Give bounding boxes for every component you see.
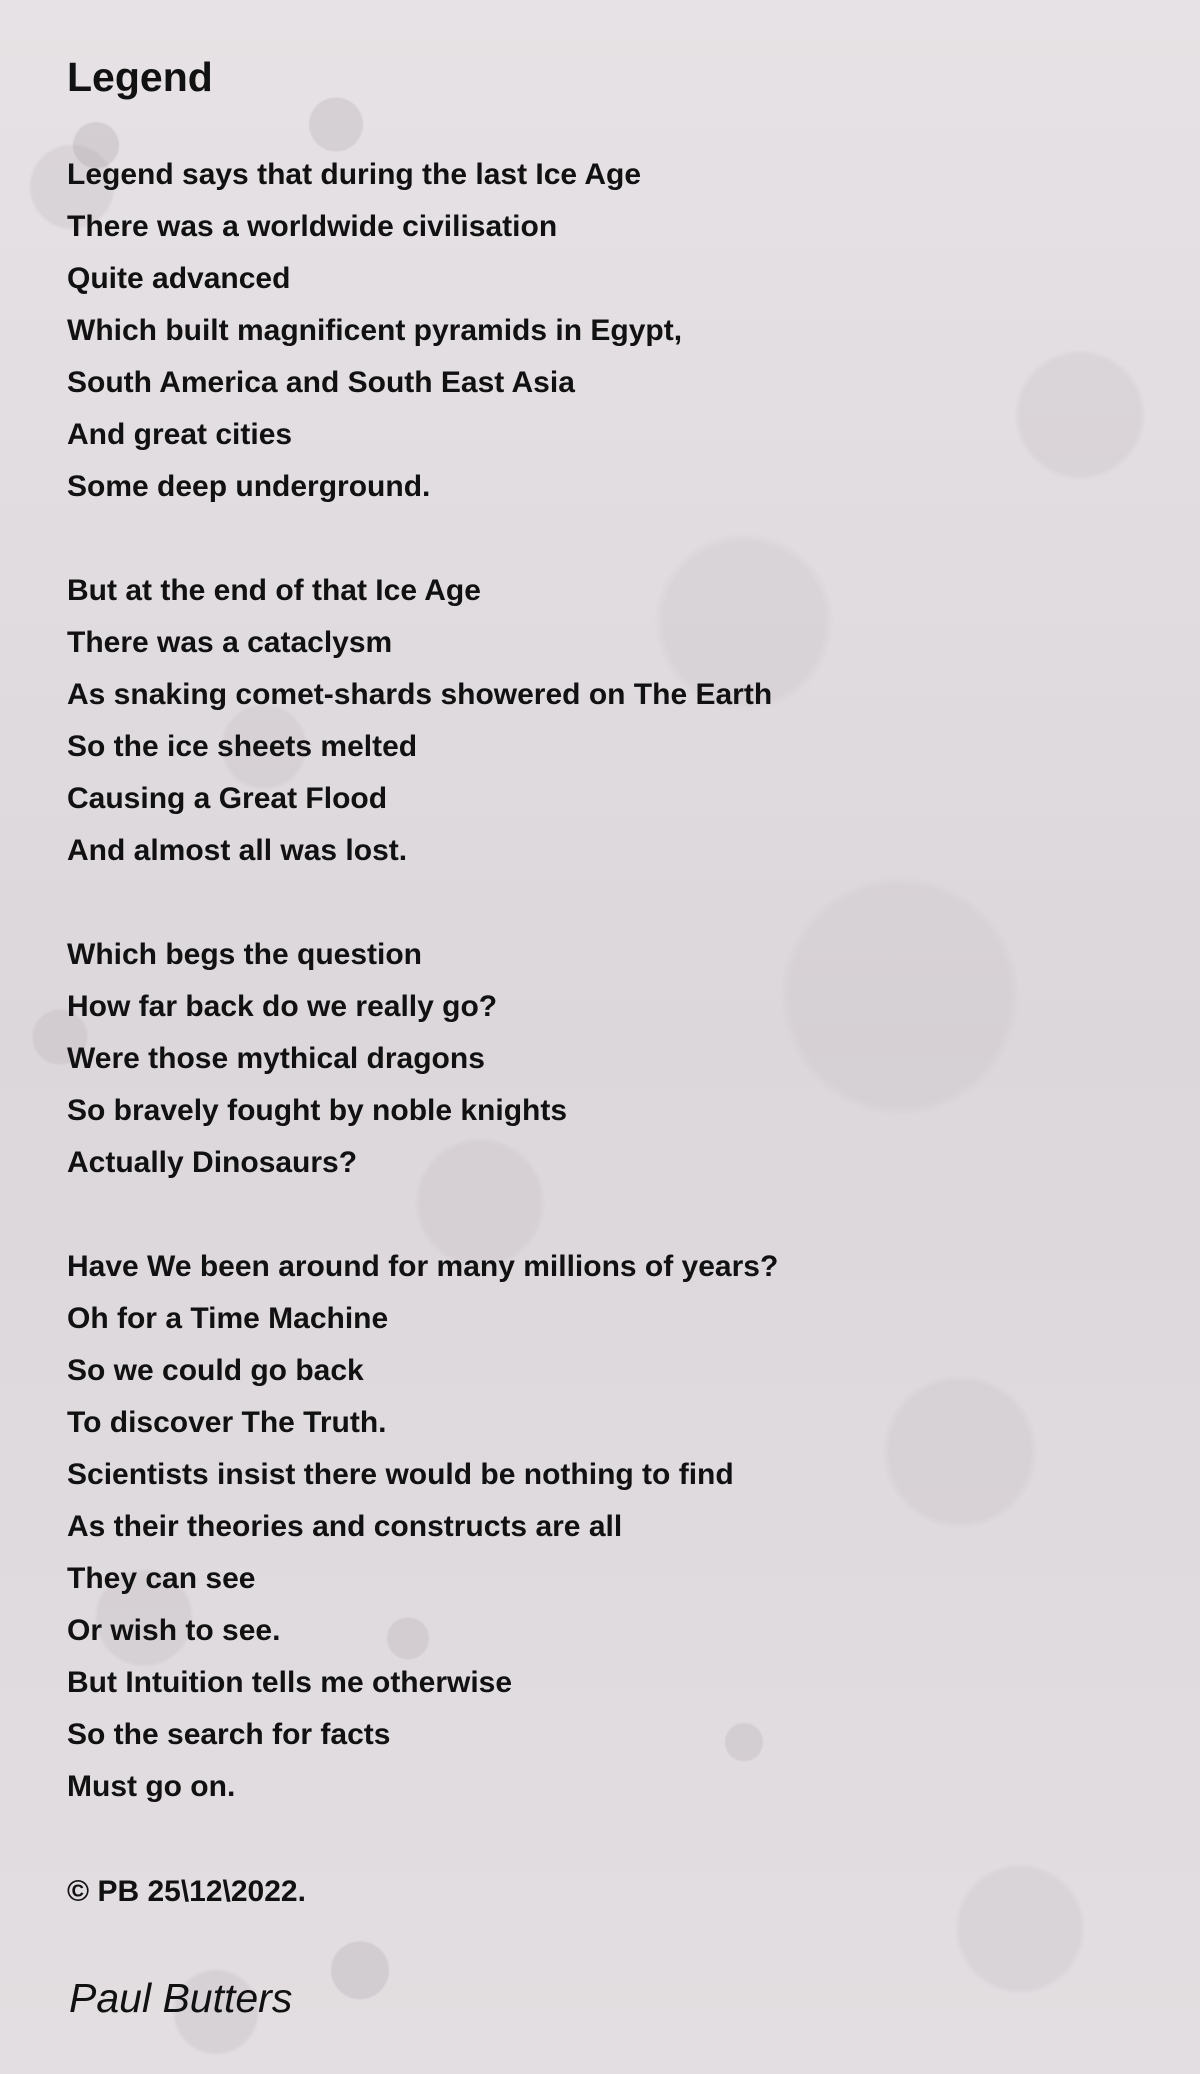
poem-line: Have We been around for many millions of years?: [67, 1250, 779, 1283]
poem-line: As their theories and constructs are all: [67, 1510, 623, 1543]
stanza-gap: [67, 513, 1127, 565]
stanza-2: [67, 565, 1127, 877]
poem-line: Were those mythical dragons: [67, 1042, 485, 1075]
poem-body: [67, 149, 1127, 1813]
poem-line: How far back do we really go?: [67, 990, 498, 1023]
stanza-4: [67, 1241, 1127, 1813]
poem-line: But Intuition tells me otherwise: [67, 1666, 513, 1699]
poem-line: But at the end of that Ice Age: [67, 574, 481, 607]
poem-line: Or wish to see.: [67, 1614, 281, 1647]
stanza-1: [67, 149, 1127, 513]
poem-line: And great cities: [67, 418, 293, 451]
copyright-notice: © PB 25\12\2022.: [67, 1875, 306, 1908]
poem-line: And almost all was lost.: [67, 834, 408, 867]
author-name: Paul Butters: [69, 1975, 293, 2021]
poem-line: Which built magnificent pyramids in Egypt,: [67, 314, 683, 347]
poem-title: Legend: [67, 54, 213, 100]
poem-line: South America and South East Asia: [67, 366, 575, 399]
poem-line: There was a worldwide civilisation: [67, 210, 558, 243]
poem-line: Scientists insist there would be nothing to find: [67, 1458, 734, 1491]
poem-line: So we could go back: [67, 1354, 364, 1387]
stanza-gap: [67, 1189, 1127, 1241]
poem-line: To discover The Truth.: [67, 1406, 387, 1439]
poem-line: So bravely fought by noble knights: [67, 1094, 568, 1127]
poem-line: So the search for facts: [67, 1718, 391, 1751]
stanza-gap: [67, 877, 1127, 929]
poem-line: They can see: [67, 1562, 256, 1595]
poem-line: Which begs the question: [67, 938, 423, 971]
poem-line: Some deep underground.: [67, 470, 431, 503]
poem-line: Actually Dinosaurs?: [67, 1146, 358, 1179]
poem-line: Causing a Great Flood: [67, 782, 388, 815]
poem-line: So the ice sheets melted: [67, 730, 418, 763]
poem-line: Quite advanced: [67, 262, 291, 295]
poem-line: As snaking comet-shards showered on The Earth: [67, 678, 773, 711]
stanza-3: [67, 929, 1127, 1189]
poem-line: Legend says that during the last Ice Age: [67, 158, 642, 191]
poem-line: Must go on.: [67, 1770, 236, 1803]
poem-line: Oh for a Time Machine: [67, 1302, 389, 1335]
poem-line: There was a cataclysm: [67, 626, 393, 659]
